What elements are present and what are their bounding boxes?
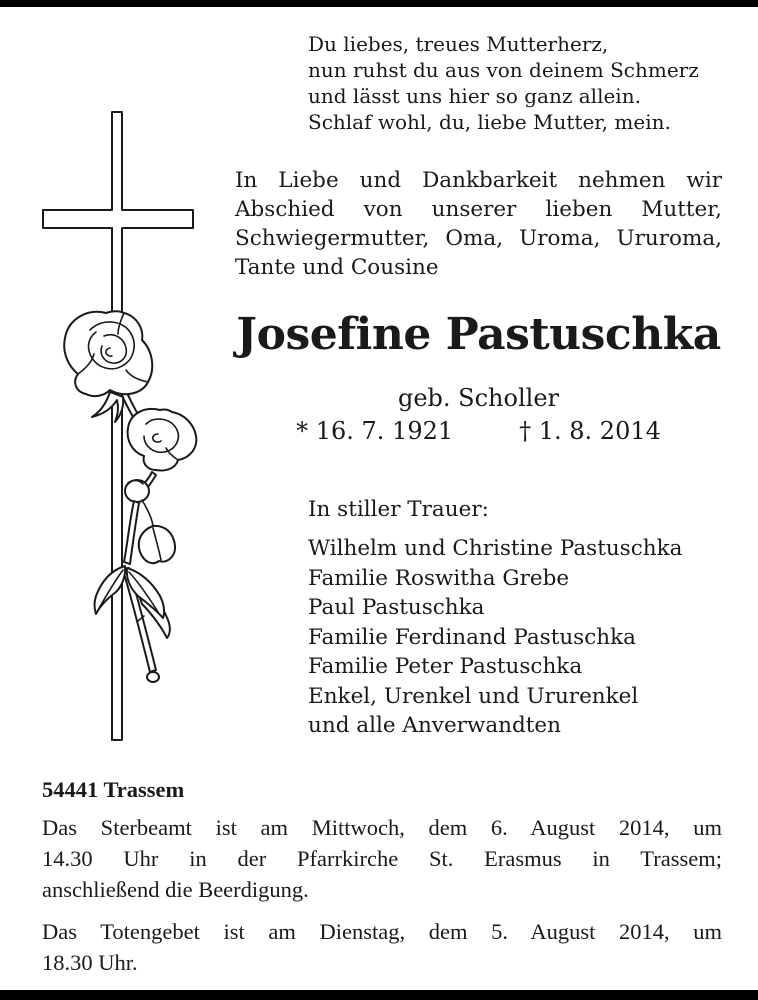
- scan-edge-top: [0, 0, 758, 7]
- prayer-line: 18.30 Uhr.: [42, 950, 138, 975]
- mourning-heading: In stiller Trauer:: [308, 497, 489, 522]
- service-line: anschließend die Beerdigung.: [42, 877, 309, 902]
- cross-with-roses-illustration: [20, 100, 220, 760]
- intro-line: Abschied von unserer lieben Mutter,: [235, 197, 722, 222]
- mourner-line: Familie Roswitha Grebe: [308, 565, 570, 591]
- prayer-line: Das Totengebet ist am Dienstag, dem 5. August 2014, um: [42, 919, 722, 944]
- mourner-line: Paul Pastuschka: [308, 595, 485, 620]
- poem-line: nun ruhst du aus von deinem Schmerz: [308, 58, 699, 82]
- poem-line: Schlaf wohl, du, liebe Mutter, mein.: [308, 110, 671, 134]
- life-dates: [235, 417, 722, 445]
- service-paragraph: [42, 812, 722, 905]
- mourner-line: Familie Peter Pastuschka: [308, 654, 583, 679]
- mourners-list: [308, 534, 682, 741]
- scan-edge-bottom: [0, 990, 758, 1000]
- service-line: Das Sterbeamt ist am Mittwoch, dem 6. August 2014, um: [42, 815, 722, 840]
- mourner-line: Wilhelm und Christine Pastuschka: [308, 536, 683, 561]
- poem-line: und lässt uns hier so ganz allein.: [308, 84, 641, 108]
- mourner-line: Familie Ferdinand Pastuschka: [308, 624, 636, 650]
- mourner-line: und alle Anverwandten: [308, 713, 561, 738]
- intro-line: In Liebe und Dankbarkeit nehmen wir: [235, 168, 722, 193]
- city-line: 54441 Trassem: [42, 777, 185, 802]
- service-line: 14.30 Uhr in der Pfarrkirche St. Erasmus in Trassem;: [42, 846, 722, 871]
- intro-line: Schwiegermutter, Oma, Uroma, Ururoma,: [235, 226, 722, 251]
- intro-line: Tante und Cousine: [235, 255, 439, 280]
- poem-line: Du liebes, treues Mutterherz,: [308, 32, 609, 56]
- death-date: † 1. 8. 2014: [519, 417, 661, 445]
- maiden-name: geb. Scholler: [397, 384, 559, 412]
- birth-date: * 16. 7. 1921: [296, 417, 454, 445]
- mourner-line: Enkel, Urenkel und Ururenkel: [308, 683, 639, 709]
- intro-paragraph: [235, 166, 722, 282]
- deceased-name: Josefine Pastuschka: [236, 309, 721, 360]
- memorial-poem: [308, 31, 699, 135]
- prayer-paragraph: [42, 916, 722, 978]
